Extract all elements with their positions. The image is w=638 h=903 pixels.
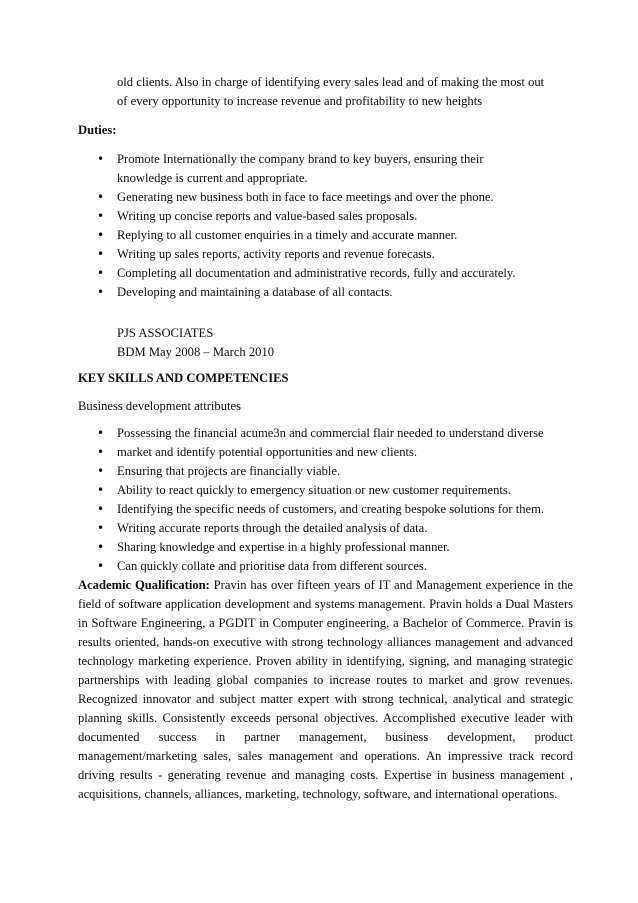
academic-label: Academic Qualification: [78, 578, 210, 592]
list-item: • market and identify potential opportunities and new clients. [97, 443, 567, 462]
list-item: • Promote Internationally the company brand to key buyers, ensuring their knowledge is current and appropriate. [97, 150, 567, 188]
duties-heading: Duties: [78, 123, 117, 137]
list-item: • Ability to react quickly to emergency situation or new customer requirements. [97, 481, 567, 500]
skills-subheading: Business development attributes [78, 399, 241, 413]
company-name: PJS ASSOCIATES [117, 326, 214, 340]
list-item: • Ensuring that projects are financially viable. [97, 462, 567, 481]
role-dates: BDM May 2008 – March 2010 [117, 345, 275, 359]
list-item: • Generating new business both in face to face meetings and over the phone. [97, 188, 567, 207]
skills-list [97, 424, 567, 576]
intro-line-1: old clients. Also in charge of identifying every sales lead and of making the most out [117, 75, 545, 89]
list-item: • Can quickly collate and prioritise data from different sources. [97, 557, 567, 576]
list-item: • Possessing the financial acume3n and commercial flair needed to understand diverse [97, 424, 567, 443]
list-item: • Sharing knowledge and expertise in a highly professional manner. [97, 538, 567, 557]
list-item: • Completing all documentation and administrative records, fully and accurately. [97, 264, 567, 283]
intro-line-2: of every opportunity to increase revenue and profitability to new heights [117, 94, 483, 108]
skills-heading: KEY SKILLS AND COMPETENCIES [78, 371, 289, 385]
list-item: • Identifying the specific needs of customers, and creating bespoke solutions for them. [97, 500, 567, 519]
academic-text: Pravin has over fifteen years of IT and Management experience in the field of software application development and systems management. Pravin holds a Dual Masters in Software Engineering, a PGDIT in Computer engineering, a Bachelor of Commerce. Pravin is results oriented, hands-on executive with strong technology alliances management and advanced technology marketing experience. Proven ability in identifying, signing, and managing strategic partnerships with leading global companies to increase routes to market and grow revenues. Recognized innovator and subject matter expert with strong technical, analytical and strategic planning skills. Consistently exceeds personal objectives. Accomplished executive leader with documented success in partner management, business development, product management/marketing sales, sales management and operations. An impressive track record driving results - generating revenue and managing costs. Expertise in business management , acquisitions, channels, alliances, marketing, technology, software, and international operations. [78, 578, 573, 801]
job-entry [117, 324, 577, 362]
list-item: • Writing up concise reports and value-based sales proposals. [97, 207, 567, 226]
list-item: • Developing and maintaining a database of all contacts. [97, 283, 567, 302]
list-item: • Writing accurate reports through the detailed analysis of data. [97, 519, 567, 538]
list-item: • Writing up sales reports, activity reports and revenue forecasts. [97, 245, 567, 264]
academic-paragraph [78, 576, 573, 804]
intro-paragraph [117, 73, 577, 111]
list-item: • Replying to all customer enquiries in a timely and accurate manner. [97, 226, 567, 245]
duties-list [97, 150, 567, 302]
